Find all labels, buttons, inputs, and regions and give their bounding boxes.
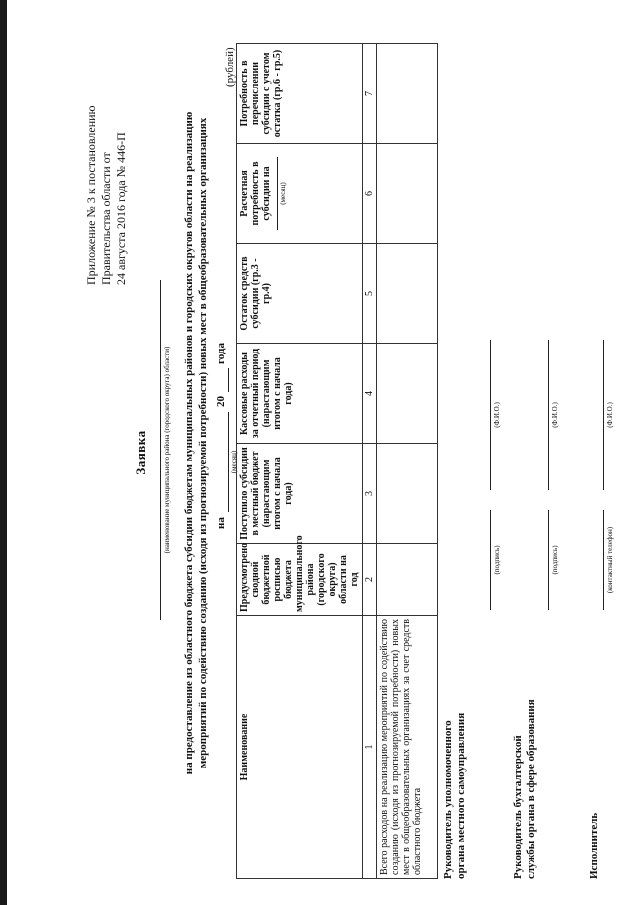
signature-title-accountant [512, 699, 538, 879]
signature-line [548, 510, 549, 610]
appendix-note [84, 105, 129, 285]
month-line [228, 412, 229, 512]
document-title: Заявка [133, 430, 148, 475]
column-number: 4 [363, 344, 377, 444]
municipality-caption: (наименование муниципального района (городского округа) области) [163, 346, 171, 554]
column-number: 6 [363, 144, 377, 244]
fio-line [603, 340, 604, 490]
month-caption: (месяц) [230, 450, 238, 474]
signature-title-line: Руководитель бухгалтерской [512, 735, 524, 879]
signature-title-head [442, 713, 468, 879]
municipality-line [160, 280, 161, 620]
appendix-line-2: Правительства области от [99, 152, 113, 285]
column-number: 1 [363, 616, 377, 879]
signature-title-line: органа местного самоуправления [455, 712, 467, 879]
signature-title-line: службы органа в сфере образования [525, 699, 537, 879]
heading-line-2: мероприятий по содействию созданию (исходя из прогнозируемой потребности) новых мест в общеобразовательных организациях [197, 117, 209, 769]
signature-title-line: Исполнитель [588, 812, 600, 879]
phone-line [603, 510, 604, 610]
signature-caption: (подпись) [493, 545, 501, 575]
col-header-name: Наименование [237, 616, 363, 879]
request-heading [182, 73, 210, 813]
phone-caption: (контактный телефон) [606, 526, 614, 594]
heading-line-1: на предоставление из областного бюджета субсидии бюджетам муниципальных районов и городских округов области на реализацию [183, 111, 195, 775]
table-cell [377, 344, 438, 444]
signature-line [490, 510, 491, 610]
col-header-expenses: Кассовые расходы за отчетный период (нарастающим итогом с начала года) [237, 344, 363, 444]
estimated-month-caption: (месяц) [279, 182, 287, 205]
appendix-line-3: 24 августа 2016 года № 446-П [114, 132, 128, 285]
table-cell [377, 144, 438, 244]
table-row [377, 44, 438, 879]
table-cell [377, 544, 438, 616]
col-header-received: Поступило субсидии в местный бюджет (нарастающим итогом с начала года) [237, 444, 363, 544]
column-numbers-row [363, 44, 377, 879]
column-number: 7 [363, 44, 377, 144]
fio-caption: (Ф.И.О.) [551, 402, 559, 428]
signature-caption: (подпись) [551, 545, 559, 575]
column-number: 5 [363, 244, 377, 344]
request-table [236, 43, 438, 879]
units-label: (рублей) [224, 47, 236, 87]
row-label-total-expenses: Всего расходов на реализацию мероприятий по содействию созданию (исходя из прогнозируемой потребности) новых мест в общеобразовательных организациях за счет средств областного бюджета [377, 616, 438, 879]
col-header-need: Потребность в перечислении субсидии с учетом остатка (гр.6 - гр.5) [237, 44, 363, 144]
appendix-line-1: Приложение № 3 к постановлению [84, 105, 98, 285]
column-number: 3 [363, 444, 377, 544]
col-header-planned: Предусмотрено сводной бюджетной росписью бюджета муниципального района (городского округа) области на год [237, 544, 363, 616]
table-cell [377, 44, 438, 144]
fio-line [548, 340, 549, 490]
column-number: 2 [363, 544, 377, 616]
year-suffix: года [215, 343, 227, 364]
table-cell [377, 444, 438, 544]
table-cell [377, 244, 438, 344]
fio-line [490, 340, 491, 490]
estimated-header-text: Расчетная потребность в субсидии на [239, 161, 272, 226]
fio-caption: (Ф.И.О.) [606, 402, 614, 428]
year-line [228, 368, 229, 392]
signature-title-line: Руководитель уполномоченного [442, 720, 454, 879]
col-header-balance: Остаток средств субсидии (гр.3 - гр.4) [237, 244, 363, 344]
fio-caption: (Ф.И.О.) [493, 402, 501, 428]
table-header-row [237, 44, 363, 879]
signature-title-executor [588, 813, 601, 879]
year-prefix: 20 [215, 396, 227, 407]
date-prefix: на [215, 517, 227, 529]
col-header-estimated [237, 144, 363, 244]
